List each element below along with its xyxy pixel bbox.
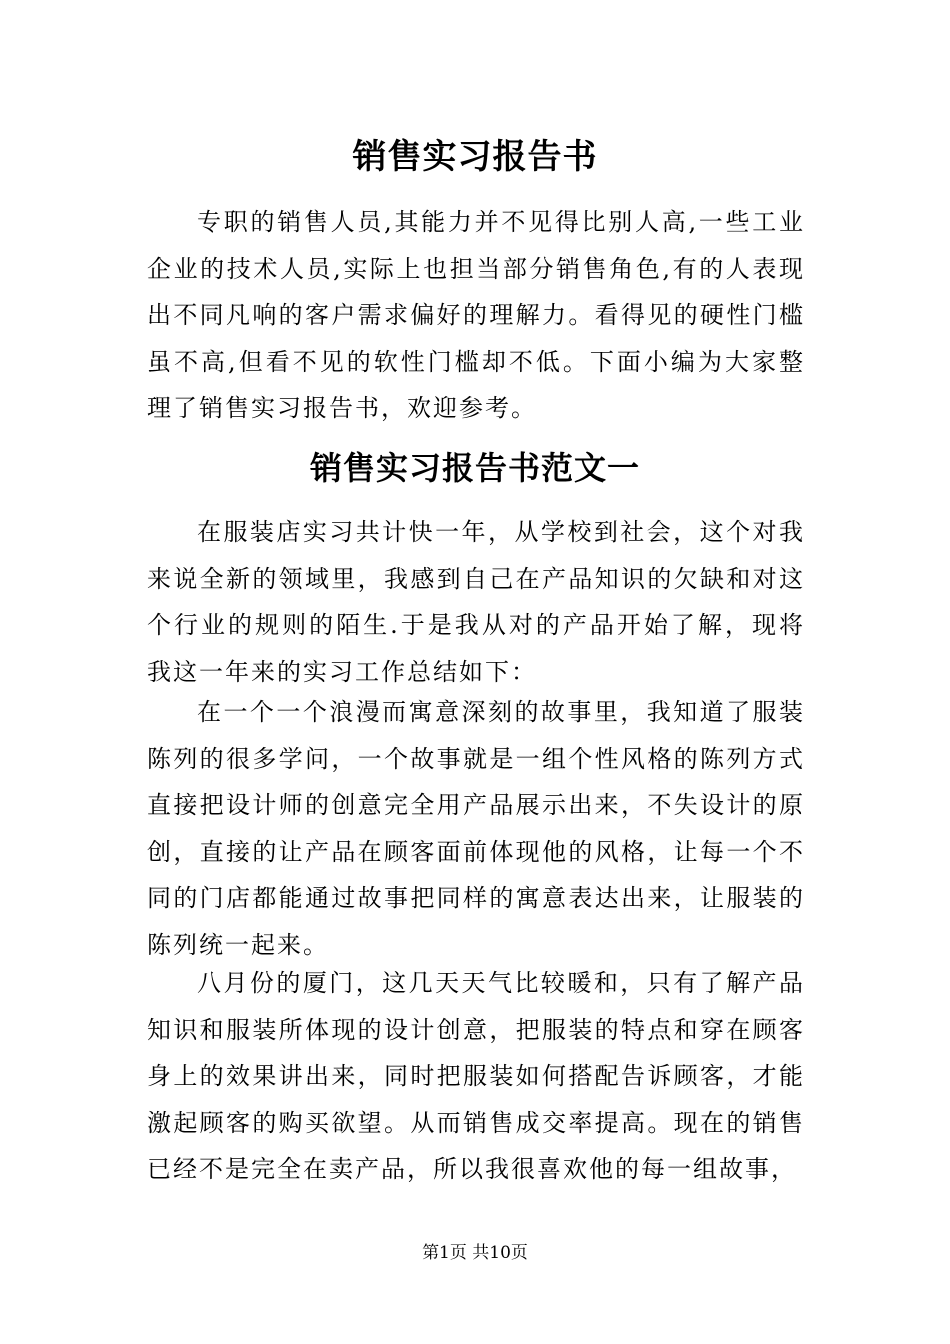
section-heading: 销售实习报告书范文一 (309, 449, 640, 487)
body-paragraph: 在服装店实习共计快一年，从学校到社会，这个对我来说全新的领域里，我感到自己在产品知识的欠缺和对这个行业的规则的陌生.于是我从对的产品开始了解，现将我这一年来的实习工作总结如下： (147, 518, 805, 686)
page-number-footer: 第1页 共10页 (422, 1243, 528, 1263)
body-paragraph: 八月份的厦门，这几天天气比较暖和，只有了解产品知识和服装所体现的设计创意，把服装的特点和穿在顾客身上的效果讲出来，同时把服装如何搭配告诉顾客，才能激起顾客的购买欲望。从而销售成交率提高。现在的销售已经不是完全在卖产品，所以我很喜欢他的每一组故事， (147, 969, 805, 1183)
body-paragraph: 在一个一个浪漫而寓意深刻的故事里，我知道了服装陈列的很多学问，一个故事就是一组个性风格的陈列方式直接把设计师的创意完全用产品展示出来，不失设计的原创，直接的让产品在顾客面前体现他的风格，让每一个不同的门店都能通过故事把同样的寓意表达出来，让服装的陈列统一起来。 (147, 698, 805, 959)
document-title: 销售实习报告书 (352, 137, 598, 177)
intro-paragraph: 专职的销售人员,其能力并不见得比别人高,一些工业企业的技术人员,实际上也担当部分销售角色,有的人表现出不同凡响的客户需求偏好的理解力。看得见的硬性门槛虽不高,但看不见的软性门槛却不低。下面小编为大家整理了销售实习报告书，欢迎参考。 (147, 208, 805, 422)
